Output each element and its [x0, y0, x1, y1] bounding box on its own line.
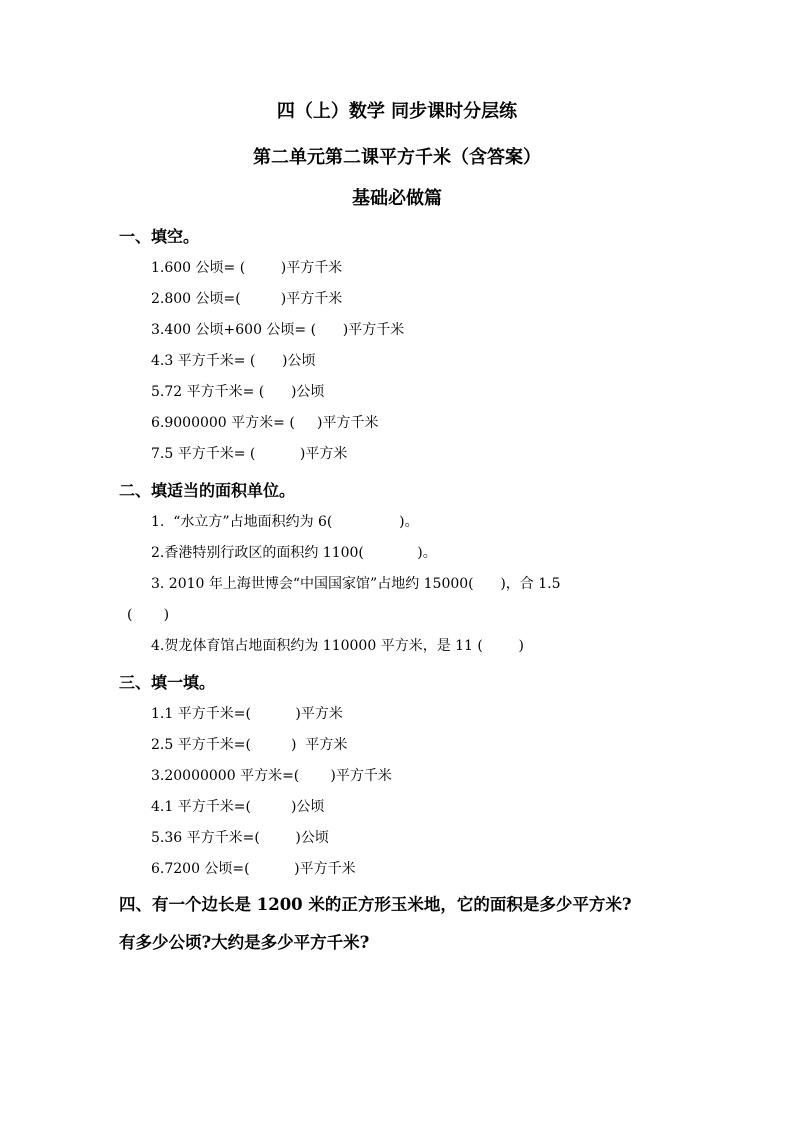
- question-item: 5.72 平方千米= ( )公顷: [151, 384, 325, 400]
- question-item: 3.400 公顷+600 公顷= ( )平方千米: [151, 322, 405, 338]
- question-4-line-1: 四、有一个边长是 1200 米的正方形玉米地，它的面积是多少平方米?: [119, 895, 632, 914]
- question-item: 6.7200 公顷=( )平方千米: [151, 861, 356, 877]
- level-heading: 基础必做篇: [352, 188, 442, 209]
- section-3-heading: 三、填一填。: [119, 673, 216, 692]
- question-item: 3. 2010 年上海世博会“中国国家馆”占地约 15000( )，合 1.5: [151, 576, 561, 592]
- question-item: 5.36 平方千米=( )公顷: [151, 830, 329, 846]
- question-item: 4.贺龙体育馆占地面积约为 110000 平方米，是 11 ( ): [151, 638, 524, 654]
- question-4-line-2: 有多少公顷?大约是多少平方千米?: [119, 933, 370, 952]
- question-item: 1. “水立方”占地面积约为 6( )。: [151, 514, 419, 530]
- question-item: 1.1 平方千米=( )平方米: [151, 706, 343, 722]
- section-2-heading: 二、填适当的面积单位。: [119, 481, 296, 500]
- page-subtitle: 第二单元第二课平方千米（含答案）: [253, 147, 541, 168]
- question-item: 6.9000000 平方米= ( )平方千米: [151, 415, 379, 431]
- question-item: 2.香港特别行政区的面积约 1100( )。: [151, 545, 437, 561]
- question-item: 7.5 平方千米= ( )平方米: [151, 446, 348, 462]
- question-item: 1.600 公顷= ( )平方千米: [151, 260, 343, 276]
- question-item: 2.5 平方千米=( ) 平方米: [151, 737, 348, 753]
- question-item: 3.20000000 平方米=( )平方千米: [151, 768, 392, 784]
- question-item: 4.3 平方千米= ( )公顷: [151, 353, 316, 369]
- page-title: 四（上）数学 同步课时分层练: [276, 101, 518, 122]
- question-item: 4.1 平方千米=( )公顷: [151, 799, 325, 815]
- section-1-heading: 一、填空。: [119, 227, 200, 246]
- question-item: 2.800 公顷=( )平方千米: [151, 291, 343, 307]
- question-item-continuation: ( ): [127, 607, 170, 623]
